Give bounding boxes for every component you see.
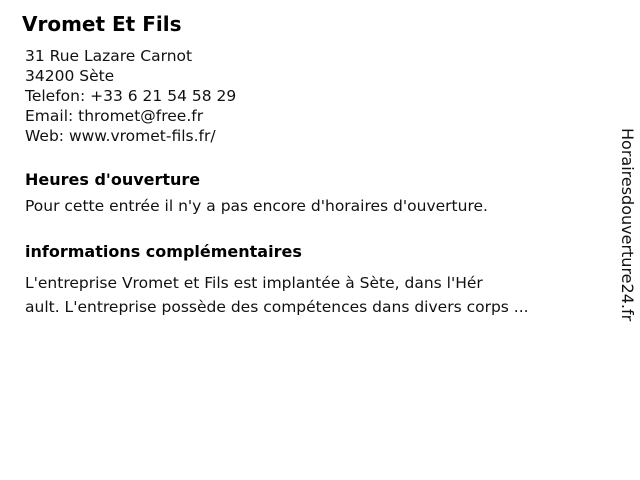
- opening-hours-heading: Heures d'ouverture: [25, 170, 201, 189]
- additional-info-line-1: L'entreprise Vromet et Fils est implantée à Sète, dans l'Hér: [25, 274, 483, 292]
- phone-line: Telefon: +33 6 21 54 58 29: [25, 87, 237, 105]
- website-line: Web: www.vromet-fils.fr/: [25, 127, 216, 145]
- address-line-street: 31 Rue Lazare Carnot: [25, 47, 193, 65]
- business-name-title: Vromet Et Fils: [22, 12, 182, 36]
- brand-vertical-label: Horairesdouverture24.fr: [618, 128, 637, 322]
- email-line: Email: thromet@free.fr: [25, 107, 204, 125]
- additional-info-text: [25, 271, 600, 319]
- additional-info-line-2: ault. L'entreprise possède des compétences dans divers corps ...: [25, 298, 529, 316]
- opening-hours-empty-text: Pour cette entrée il n'y a pas encore d'horaires d'ouverture.: [25, 197, 488, 215]
- additional-info-heading: informations complémentaires: [25, 242, 302, 261]
- contact-block: [25, 46, 640, 146]
- address-line-city: 34200 Sète: [25, 67, 115, 85]
